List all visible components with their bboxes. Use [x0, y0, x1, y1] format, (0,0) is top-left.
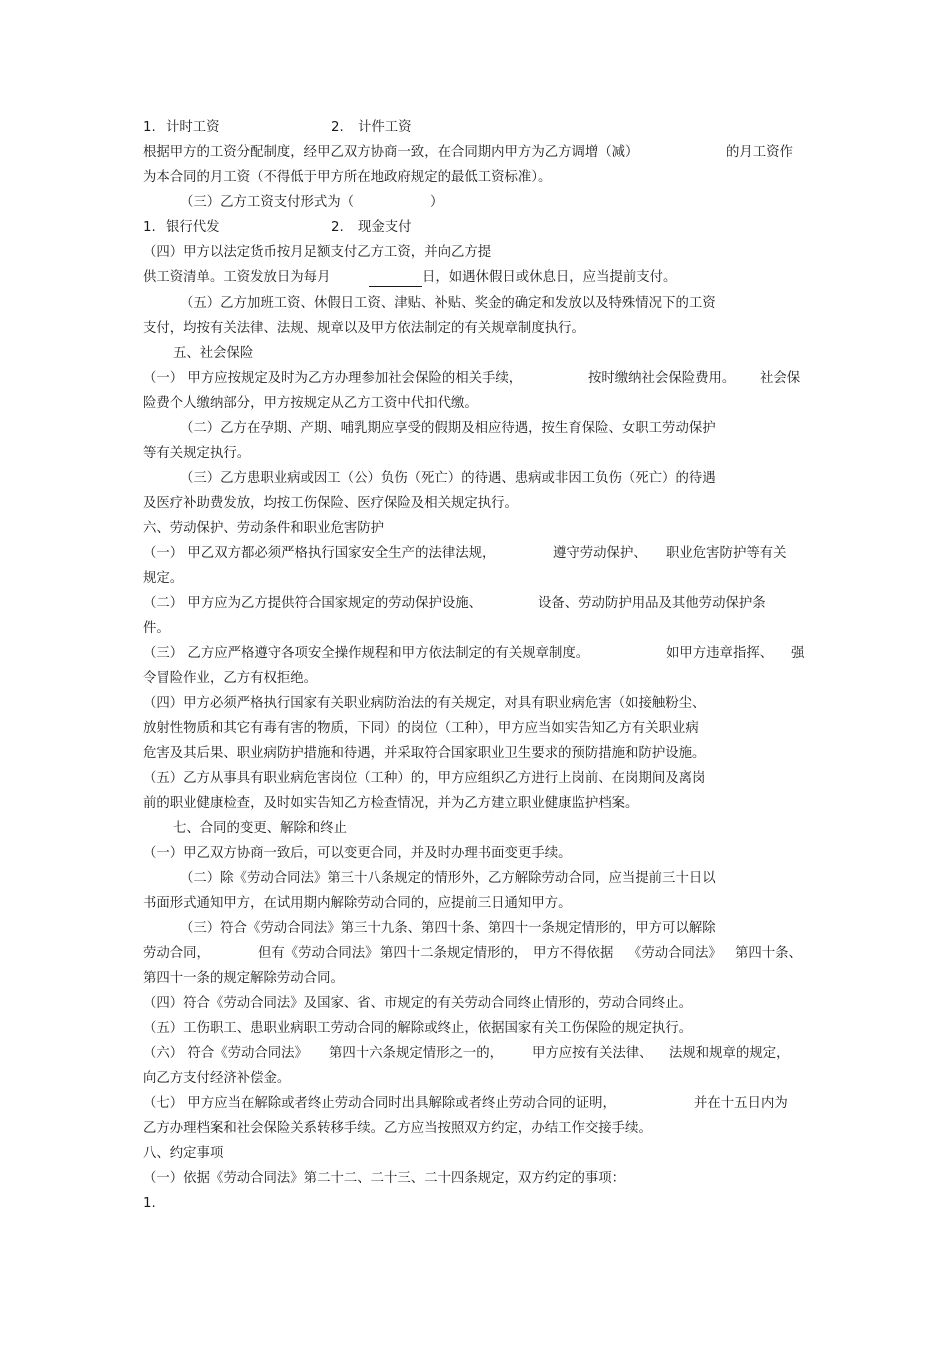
option-number: 1.	[143, 220, 156, 235]
text-segment: ）	[430, 195, 444, 210]
text-line: （二）乙方在孕期、产期、哺乳期应享受的假期及相应待遇，按生育保险、女职工劳动保护	[180, 421, 716, 436]
text-line: 危害及其后果、职业病防护措施和待遇，并采取符合国家职业卫生要求的预防措施和防护设施。	[143, 746, 706, 761]
text-segment: 按时缴纳社会保险费用。	[588, 371, 736, 386]
text-line: （三） 乙方应严格遵守各项安全操作规程和甲方依法制定的有关规章制度。	[143, 646, 590, 661]
text-segment: 社会保	[760, 371, 801, 386]
text-line: 等有关规定执行。	[143, 446, 251, 461]
text-line: 放射性物质和其它有毒有害的物质，下同）的岗位（工种），甲方应当如实告知乙方有关职业病	[143, 721, 699, 736]
text-line: 险费个人缴纳部分，甲方按规定从乙方工资中代扣代缴。	[143, 396, 478, 411]
text-line: （三）符合《劳动合同法》第三十九条、第四十条、第四十一条规定情形的，甲方可以解除	[180, 921, 716, 936]
text-line: 件。	[143, 621, 170, 636]
text-line: （四）甲方以法定货币按月足额支付乙方工资，并向乙方提	[143, 245, 492, 260]
text-segment: 强	[791, 646, 805, 661]
text-line: 规定。	[143, 571, 184, 586]
text-segment: 第四十六条规定情形之一的，	[329, 1046, 504, 1061]
text-line: 乙方办理档案和社会保险关系转移手续。乙方应当按照双方约定，办结工作交接手续。	[143, 1121, 652, 1136]
text-line: 为本合同的月工资（不得低于甲方所在地政府规定的最低工资标准）。	[143, 170, 552, 185]
text-line: （五）乙方加班工资、休假日工资、津贴、补贴、奖金的确定和发放以及特殊情况下的工资	[180, 296, 716, 311]
text-line: 劳动合同，	[143, 946, 210, 961]
section-heading: 七、合同的变更、解除和终止	[173, 821, 348, 836]
option-bank-transfer: 银行代发	[166, 220, 220, 235]
option-number: 1.	[143, 120, 156, 135]
text-line: （五）乙方从事具有职业病危害岗位（工种）的，甲方应组织乙方进行上岗前、在岗期间及离岗	[143, 771, 706, 786]
text-segment: 甲方不得依据	[533, 946, 614, 961]
text-segment: 《劳动合同法》	[628, 946, 722, 961]
text-line: 及医疗补助费发放，均按工伤保险、医疗保险及相关规定执行。	[143, 496, 518, 511]
text-line: 第四十一条的规定解除劳动合同。	[143, 971, 344, 986]
text-line: （二） 甲方应为乙方提供符合国家规定的劳动保护设施、	[143, 596, 483, 611]
text-line: （一） 甲方应按规定及时为乙方办理参加社会保险的相关手续，	[143, 371, 523, 386]
text-line: （一）依据《劳动合同法》第二十二、二十三、二十四条规定，双方约定的事项：	[143, 1171, 626, 1186]
option-hourly-wage: 计时工资	[166, 120, 220, 135]
text-segment: 职业危害防护等有关	[666, 546, 787, 561]
text-line: （五）工伤职工、患职业病职工劳动合同的解除或终止，依据国家有关工伤保险的规定执行。	[143, 1021, 693, 1036]
text-line: （七） 甲方应当在解除或者终止劳动合同时出具解除或者终止劳动合同的证明，	[143, 1096, 616, 1111]
text-line: （二）除《劳动合同法》第三十八条规定的情形外，乙方解除劳动合同，应当提前三十日以	[180, 871, 716, 886]
text-line: （三）乙方工资支付形式为（	[180, 195, 355, 210]
text-line: 向乙方支付经济补偿金。	[143, 1071, 291, 1086]
text-segment: 法规和规章的规定，	[669, 1046, 790, 1061]
section-heading: 六、劳动保护、劳动条件和职业危害防护	[143, 521, 385, 536]
text-line: 根据甲方的工资分配制度，经甲乙双方协商一致，在合同期内甲方为乙方调增（减）	[143, 145, 639, 160]
text-line: （六） 符合《劳动合同法》	[143, 1046, 308, 1061]
text-segment: 但有《劳动合同法》	[258, 946, 379, 961]
section-heading: 五、社会保险	[173, 346, 254, 361]
text-segment: 甲方应按有关法律、	[532, 1046, 653, 1061]
text-segment: 遵守劳动保护、	[553, 546, 647, 561]
text-line: （四）甲方必须严格执行国家有关职业病防治法的有关规定，对具有职业病危害（如接触粉尘、	[143, 696, 706, 711]
text-segment: 如甲方违章指挥、	[666, 646, 774, 661]
option-piece-wage: 计件工资	[358, 120, 412, 135]
text-segment: 的月工资作	[726, 145, 793, 160]
text-segment: 第四十二条规定情形的，	[380, 946, 528, 961]
blank-underline	[369, 286, 422, 287]
text-segment: 第四十条、	[735, 946, 802, 961]
option-number: 2.	[331, 120, 344, 135]
section-heading: 八、约定事项	[143, 1146, 224, 1161]
text-line: 书面形式通知甲方，在试用期内解除劳动合同的，应提前三日通知甲方。	[143, 896, 572, 911]
text-segment: 日，如遇休假日或休息日，应当提前支付。	[422, 270, 677, 285]
text-line: 前的职业健康检查，及时如实告知乙方检查情况，并为乙方建立职业健康监护档案。	[143, 796, 639, 811]
text-line: （一）甲乙双方协商一致后，可以变更合同，并及时办理书面变更手续。	[143, 846, 572, 861]
option-cash: 现金支付	[358, 220, 412, 235]
text-line: （一） 甲乙双方都必须严格执行国家安全生产的法律法规，	[143, 546, 496, 561]
text-segment: 设备、劳动防护用品及其他劳动保护条	[538, 596, 766, 611]
text-segment: 并在十五日内为	[694, 1096, 788, 1111]
option-number: 2.	[331, 220, 344, 235]
text-line: （四）符合《劳动合同法》及国家、省、市规定的有关劳动合同终止情形的，劳动合同终止。	[143, 996, 693, 1011]
list-item-number: 1.	[143, 1196, 156, 1211]
text-line: 支付，均按有关法律、法规、规章以及甲方依法制定的有关规章制度执行。	[143, 321, 585, 336]
text-line: （三）乙方患职业病或因工（公）负伤（死亡）的待遇、患病或非因工负伤（死亡）的待遇	[180, 471, 716, 486]
text-line: 令冒险作业，乙方有权拒绝。	[143, 671, 318, 686]
text-line: 供工资清单。工资发放日为每月	[143, 270, 331, 285]
